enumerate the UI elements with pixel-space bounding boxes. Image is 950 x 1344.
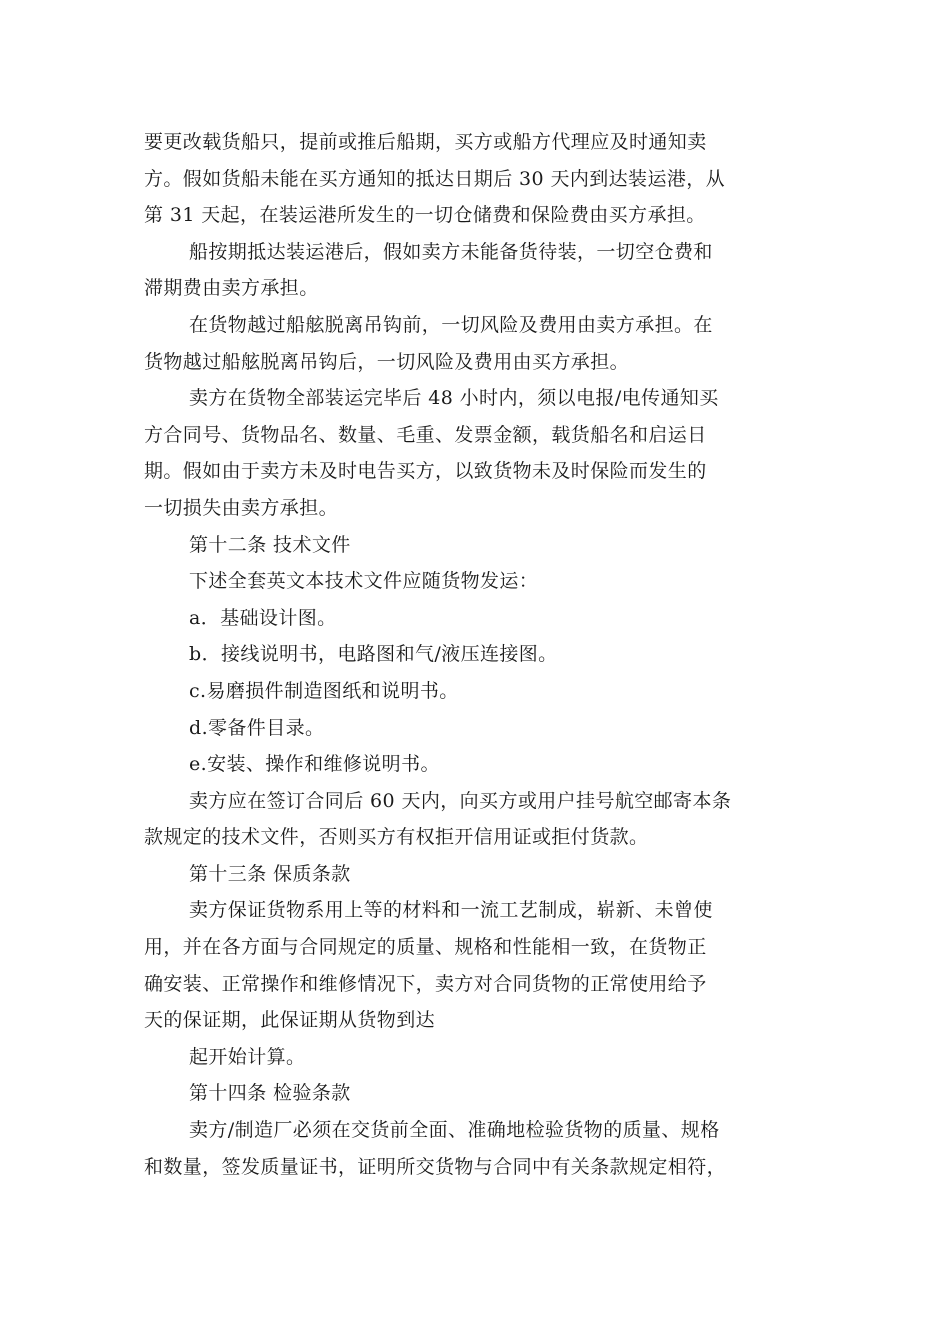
text-line: 款规定的技术文件，否则买方有权拒开信用证或拒付货款。 [144,826,649,849]
text-line: 货物越过船舷脱离吊钩后，一切风险及费用由买方承担。 [144,350,630,373]
list-item-d: d.零备件目录。 [189,716,325,739]
text-line: 和数量，签发质量证书，证明所交货物与合同中有关条款规定相符， [144,1155,727,1178]
text-line: 确安装、正常操作和维修情况下，卖方对合同货物的正常使用给予 [144,972,707,995]
paragraph-start-line: 卖方保证货物系用上等的材料和一流工艺制成，崭新、未曾使 [189,899,713,922]
paragraph-start-line: 起开始计算。 [189,1045,306,1068]
text-line: 要更改载货船只，提前或推后船期，买方或船方代理应及时通知卖 [144,131,707,153]
section-heading-article-13: 第十三条 保质条款 [189,862,351,885]
text-line: 方。假如货船未能在买方通知的抵达日期后 30 天内到达装运港，从 [144,167,726,190]
paragraph-start-line: 卖方/制造厂必须在交货前全面、准确地检验货物的质量、规格 [189,1119,720,1142]
list-item-b: b．接线说明书，电路图和气/液压连接图。 [189,643,558,666]
list-item-e: e.安装、操作和维修说明书。 [189,753,440,776]
paragraph-start-line: 在货物越过船舷脱离吊钩前，一切风险及费用由卖方承担。在 [189,313,713,336]
text-line: 第 31 天起，在装运港所发生的一切仓储费和保险费由买方承担。 [144,204,706,227]
paragraph-start-line: 卖方应在签订合同后 60 天内，向买方或用户挂号航空邮寄本条 [189,789,732,812]
text-line: 一切损失由卖方承担。 [144,496,339,519]
paragraph-start-line: 下述全套英文本技术文件应随货物发运： [189,570,539,593]
text-line: 滞期费由卖方承担。 [144,277,319,300]
paragraph-start-line: 船按期抵达装运港后，假如卖方未能备货待装，一切空仓费和 [189,240,713,263]
text-line: 天的保证期，此保证期从货物到达 [144,1009,436,1032]
paragraph-start-line: 卖方在货物全部装运完毕后 48 小时内，须以电报/电传通知买 [189,387,719,410]
text-line: 方合同号、货物品名、数量、毛重、发票金额，载货船名和启运日 [144,423,707,446]
text-line: 用，并在各方面与合同规定的质量、规格和性能相一致，在货物正 [144,936,707,959]
list-item-a: a．基础设计图。 [189,606,337,629]
list-item-c: c.易磨损件制造图纸和说明书。 [189,679,459,702]
section-heading-article-12: 第十二条 技术文件 [189,533,351,556]
text-line: 期。假如由于卖方未及时电告买方，以致货物未及时保险而发生的 [144,460,707,483]
section-heading-article-14: 第十四条 检验条款 [189,1082,351,1105]
document-body [144,124,808,1185]
